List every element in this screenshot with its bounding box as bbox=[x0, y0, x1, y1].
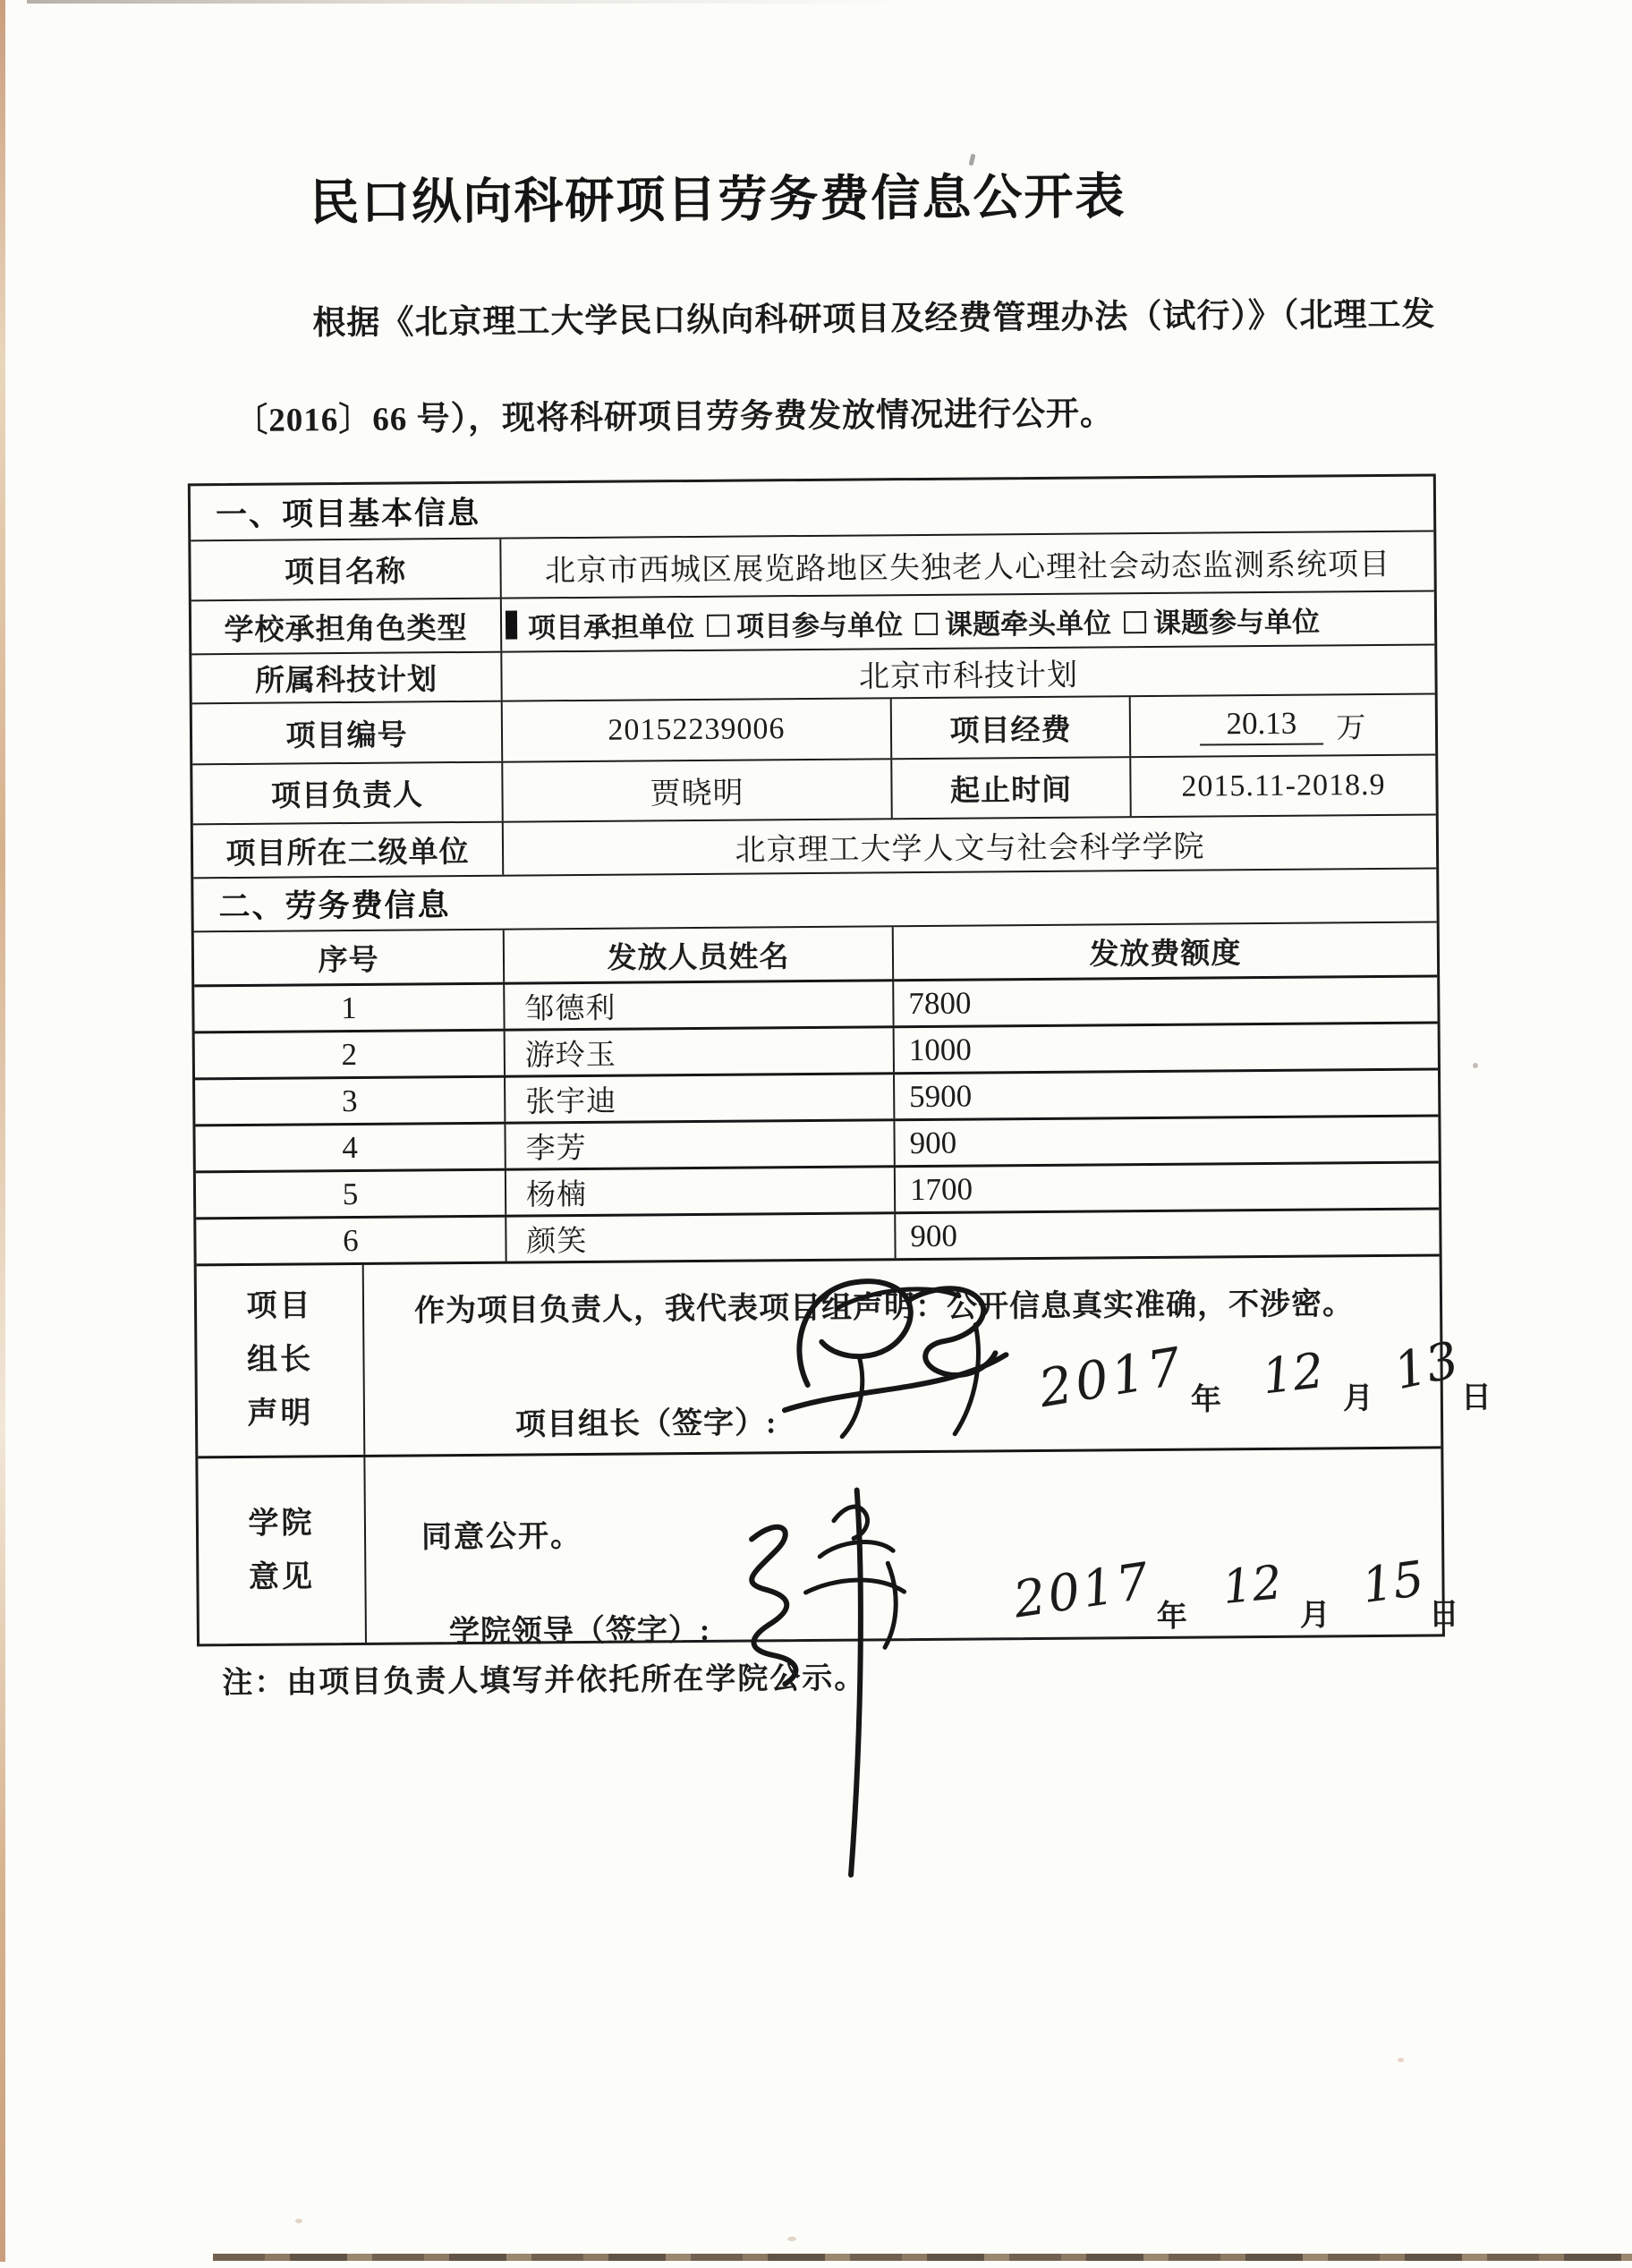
duration-value: 2015.11-2018.9 bbox=[1129, 755, 1436, 816]
checkbox-checked-icon bbox=[506, 611, 517, 640]
row-name: 游玲玉 bbox=[504, 1028, 893, 1075]
label-line: 意见 bbox=[248, 1559, 316, 1594]
statement-text: 作为项目负责人，我代表项目组声明：公开信息真实准确，不涉密。 bbox=[413, 1287, 1355, 1329]
tech-plan-row bbox=[191, 643, 1434, 702]
col-header-name: 发放人员姓名 bbox=[503, 927, 892, 981]
funding-label: 项目经费 bbox=[890, 697, 1130, 758]
role-option-3: 课题牵头单位 bbox=[944, 607, 1112, 641]
scan-edge-top bbox=[27, 0, 1011, 4]
leader-statement-label bbox=[197, 1265, 364, 1456]
row-name: 颜笑 bbox=[505, 1214, 894, 1261]
footnote: 注：由项目负责人填写并依托所在学院公示。 bbox=[222, 1661, 867, 1701]
leader-date-day-word: 日 bbox=[1460, 1380, 1492, 1415]
project-name-label: 项目名称 bbox=[284, 556, 407, 590]
leader-signature bbox=[752, 1249, 1031, 1452]
section-basic-info-title: 一、项目基本信息 bbox=[215, 495, 481, 533]
row-no: 6 bbox=[343, 1222, 359, 1258]
leader-duration-row bbox=[192, 753, 1435, 823]
leader-date-day-handwriting: 13 bbox=[1389, 1330, 1465, 1402]
row-name: 邹德利 bbox=[503, 981, 892, 1028]
row-amount: 1000 bbox=[893, 1024, 1438, 1072]
unit-row bbox=[193, 813, 1436, 877]
unit-value: 北京理工大学人文与社会科学学院 bbox=[502, 815, 1436, 874]
row-name: 李芳 bbox=[504, 1121, 893, 1168]
section-basic-info-header bbox=[191, 476, 1433, 539]
checkbox-unchecked-icon bbox=[915, 612, 938, 634]
duration-label: 起止时间 bbox=[890, 758, 1130, 818]
labor-fee-table-header bbox=[194, 921, 1437, 984]
college-date-month-word: 月 bbox=[1299, 1599, 1330, 1633]
row-name: 杨楠 bbox=[505, 1168, 894, 1214]
college-date-year-handwriting: 2017 bbox=[1009, 1551, 1156, 1630]
col-header-amount: 发放费额度 bbox=[892, 922, 1437, 979]
section-labor-fee-title: 二、劳务费信息 bbox=[218, 888, 451, 925]
funding-unit: 万 bbox=[1336, 711, 1367, 744]
college-sign-label: 学院领导（签字）: bbox=[448, 1613, 711, 1650]
project-name-row bbox=[191, 530, 1433, 599]
intro-line-2: 〔2016〕66 号），现将科研项目劳务费发放情况进行公开。 bbox=[234, 395, 1115, 439]
row-amount: 900 bbox=[894, 1210, 1439, 1258]
role-type-row bbox=[191, 590, 1434, 653]
row-no: 4 bbox=[342, 1129, 359, 1165]
row-no: 1 bbox=[341, 990, 357, 1025]
scan-edge-left bbox=[0, 0, 5, 2262]
row-no: 2 bbox=[341, 1036, 358, 1072]
label-line: 组长 bbox=[246, 1343, 314, 1377]
college-opinion-label bbox=[198, 1457, 365, 1644]
leader-value: 贾晓明 bbox=[501, 760, 890, 820]
label-line: 项目 bbox=[246, 1289, 313, 1323]
checkbox-unchecked-icon bbox=[707, 614, 729, 636]
role-option-4: 课题参与单位 bbox=[1152, 605, 1321, 639]
leader-date-month-word: 月 bbox=[1342, 1382, 1374, 1416]
scan-speck bbox=[1473, 1063, 1478, 1068]
scan-edge-bottom bbox=[213, 2254, 1632, 2261]
table-row bbox=[196, 1160, 1439, 1217]
table-row bbox=[195, 1067, 1438, 1124]
role-type-label: 学校承担角色类型 bbox=[224, 612, 468, 647]
role-option-2: 项目参与单位 bbox=[735, 608, 904, 642]
tech-plan-value: 北京市科技计划 bbox=[500, 645, 1434, 700]
row-no: 3 bbox=[341, 1083, 358, 1118]
role-option-1: 项目承担单位 bbox=[527, 610, 695, 643]
project-no-funding-row bbox=[192, 692, 1435, 763]
row-amount: 5900 bbox=[893, 1070, 1438, 1118]
scan-speck bbox=[295, 2219, 302, 2223]
row-name: 张宇迪 bbox=[504, 1075, 893, 1121]
row-amount: 900 bbox=[893, 1117, 1438, 1165]
college-date-month-handwriting: 12 bbox=[1220, 1556, 1285, 1616]
page-title: 民口纵向科研项目劳务费信息公开表 bbox=[310, 168, 1126, 231]
project-name-value: 北京市西城区展览路地区失独老人心理社会动态监测系统项目 bbox=[499, 531, 1433, 597]
row-amount: 1700 bbox=[894, 1163, 1439, 1211]
intro-line-1: 根据《北京理工大学民口纵向科研项目及经费管理办法（试行）》（北理工发 bbox=[312, 296, 1436, 343]
label-line: 声明 bbox=[247, 1397, 314, 1431]
section-labor-fee-header bbox=[193, 867, 1436, 930]
unit-label: 项目所在二级单位 bbox=[225, 836, 470, 871]
table-row bbox=[194, 974, 1437, 1031]
leader-label: 项目负责人 bbox=[270, 779, 424, 813]
college-date-day-handwriting: 15 bbox=[1358, 1550, 1427, 1615]
opinion-text: 同意公开。 bbox=[421, 1519, 583, 1555]
row-no: 5 bbox=[342, 1176, 359, 1211]
role-options-line bbox=[502, 599, 1320, 645]
scan-speck bbox=[1398, 2058, 1404, 2062]
funding-value-cell bbox=[1129, 694, 1436, 756]
col-header-no: 序号 bbox=[318, 944, 379, 977]
leader-sign-label: 项目组长（签字）: bbox=[514, 1406, 778, 1442]
checkbox-unchecked-icon bbox=[1124, 610, 1146, 633]
college-date-year-word: 年 bbox=[1156, 1600, 1187, 1634]
project-no-label: 项目编号 bbox=[285, 718, 408, 753]
college-date-day-word: 日 bbox=[1428, 1598, 1459, 1632]
role-type-options bbox=[500, 591, 1434, 650]
row-amount: 7800 bbox=[892, 977, 1437, 1025]
leader-date-year-handwriting: 2017 bbox=[1034, 1335, 1189, 1420]
leader-date-year-word: 年 bbox=[1190, 1383, 1222, 1417]
leader-date-month-handwriting: 12 bbox=[1259, 1342, 1327, 1406]
table-row bbox=[195, 1021, 1438, 1077]
table-row bbox=[195, 1114, 1438, 1170]
label-line: 学院 bbox=[248, 1506, 315, 1541]
funding-amount: 20.13 bbox=[1199, 705, 1323, 745]
tech-plan-label: 所属科技计划 bbox=[254, 664, 438, 698]
project-no-value: 20152239006 bbox=[501, 699, 891, 760]
scan-speck bbox=[787, 2237, 796, 2241]
